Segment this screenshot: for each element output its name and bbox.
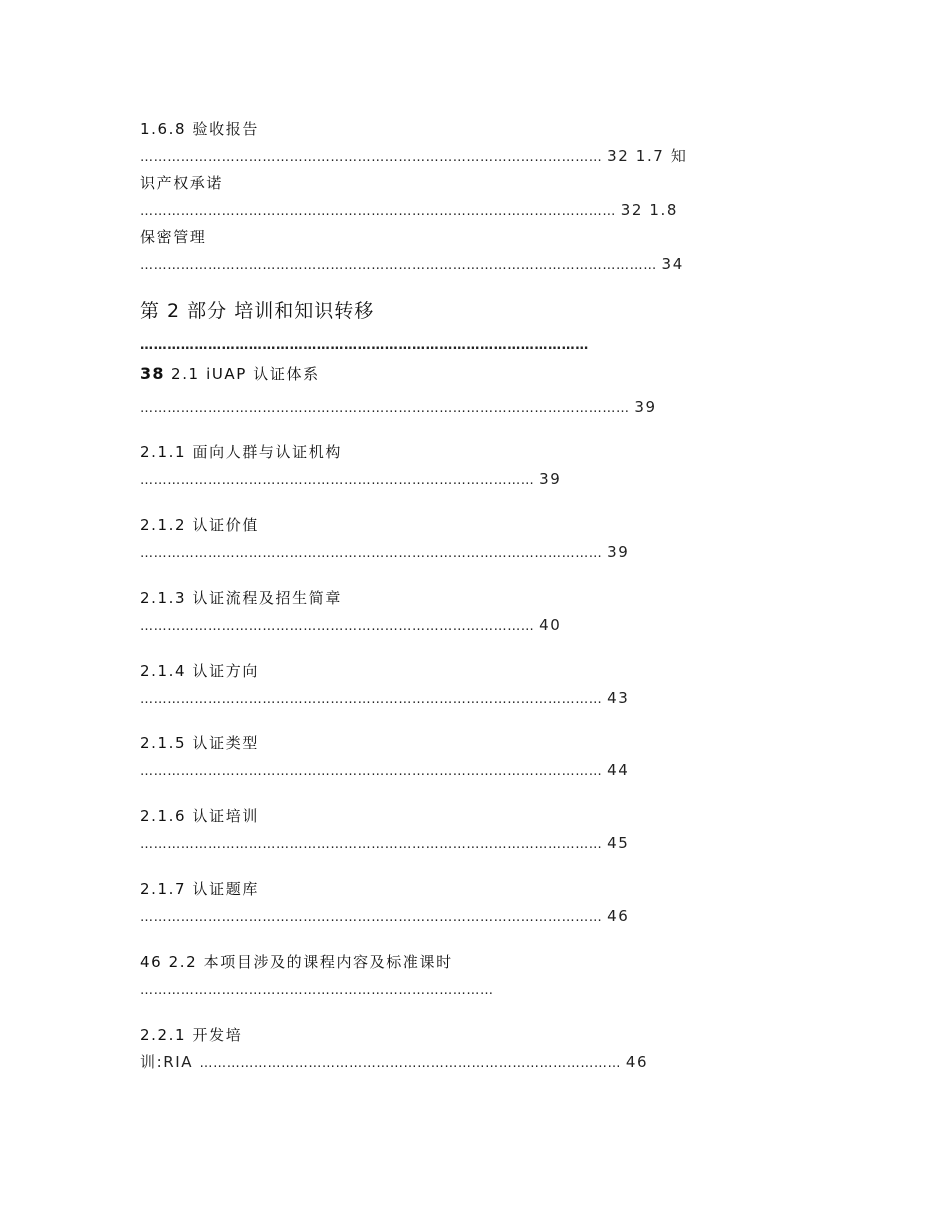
leader-dots: …………………………………………………………………………… bbox=[140, 473, 540, 488]
page-number: 39 bbox=[634, 398, 657, 416]
leader-dots: ………………………………………………………………………………………… bbox=[140, 910, 608, 925]
toc-leader bbox=[140, 146, 687, 168]
leader-dots: ………………………………………………………………………………………… bbox=[140, 837, 608, 852]
page-number: 32 1.8 bbox=[620, 201, 679, 219]
toc-entry-text[interactable]: 识产权承诺 bbox=[140, 174, 224, 192]
toc-entry-title: 2.1 iUAP 认证体系 bbox=[171, 365, 320, 383]
leader-dots: ………………………………………………………………………………… bbox=[199, 1056, 626, 1071]
toc-leader bbox=[140, 397, 657, 419]
toc-leader bbox=[140, 906, 629, 928]
toc-leader bbox=[140, 688, 629, 710]
page-number: 46 bbox=[625, 1053, 649, 1071]
toc-leader bbox=[140, 254, 684, 276]
toc-entry-2-1-4[interactable]: 2.1.4 认证方向 bbox=[140, 662, 259, 680]
page-number: 39 bbox=[539, 470, 562, 488]
toc-entry-2-1-7[interactable]: 2.1.7 认证题库 bbox=[140, 880, 259, 898]
toc-entry-2-2-1[interactable]: 2.2.1 开发培 bbox=[140, 1026, 243, 1044]
page-number: 32 1.7 知 bbox=[607, 147, 688, 165]
toc-entry-2-1-6[interactable]: 2.1.6 认证培训 bbox=[140, 807, 259, 825]
leader-dots: ……………………………………………………………………………………………… bbox=[140, 401, 635, 416]
toc-entry-1-6-8[interactable]: 1.6.8 验收报告 bbox=[140, 120, 259, 138]
leader-dots: …………………………………………………………………………………………………… bbox=[140, 258, 662, 273]
leader-dots: …………………………………………………………………………………………… bbox=[140, 204, 621, 219]
leader-dots: ………………………………………………………………………………………… bbox=[140, 150, 608, 165]
page-number: 46 bbox=[607, 907, 630, 925]
toc-entry-2-1-3[interactable]: 2.1.3 认证流程及招生简章 bbox=[140, 589, 342, 607]
toc-leader bbox=[140, 336, 589, 356]
page-number: 44 bbox=[607, 761, 630, 779]
leader-dots: ……………………………………………………………………………………… bbox=[140, 338, 589, 353]
toc-leader bbox=[140, 760, 629, 782]
toc-entry-title: 训:RIA bbox=[140, 1053, 200, 1071]
leader-dots: ………………………………………………………………………………………… bbox=[140, 764, 608, 779]
toc-leader bbox=[140, 469, 561, 491]
toc-leader bbox=[140, 981, 494, 1001]
page-number: 38 bbox=[140, 364, 165, 383]
toc-leader bbox=[140, 615, 561, 637]
page-number: 39 bbox=[607, 543, 630, 561]
toc-entry-2-1-1[interactable]: 2.1.1 面向人群与认证机构 bbox=[140, 443, 342, 461]
toc-leader bbox=[140, 542, 629, 564]
toc-leader bbox=[140, 833, 629, 855]
page-number: 45 bbox=[607, 834, 630, 852]
toc-entry-text[interactable]: 保密管理 bbox=[140, 228, 207, 246]
toc-entry-2-2[interactable]: 46 2.2 本项目涉及的课程内容及标准课时 bbox=[140, 953, 453, 971]
leader-dots: ………………………………………………………………………………………… bbox=[140, 546, 608, 561]
page-number: 34 bbox=[661, 255, 684, 273]
toc-entry-2-1[interactable] bbox=[140, 364, 320, 384]
leader-dots: …………………………………………………………………………… bbox=[140, 619, 540, 634]
page-number: 40 bbox=[539, 616, 562, 634]
toc-part-heading[interactable]: 第 2 部分 培训和知识转移 bbox=[140, 300, 375, 322]
leader-dots: ………………………………………………………………………………………… bbox=[140, 692, 608, 707]
toc-leader bbox=[140, 200, 678, 222]
toc-entry-2-2-1-cont[interactable] bbox=[140, 1052, 648, 1074]
toc-entry-2-1-2[interactable]: 2.1.2 认证价值 bbox=[140, 516, 259, 534]
leader-dots: …………………………………………………………………… bbox=[140, 983, 494, 998]
page-number: 43 bbox=[607, 689, 630, 707]
toc-entry-2-1-5[interactable]: 2.1.5 认证类型 bbox=[140, 734, 259, 752]
